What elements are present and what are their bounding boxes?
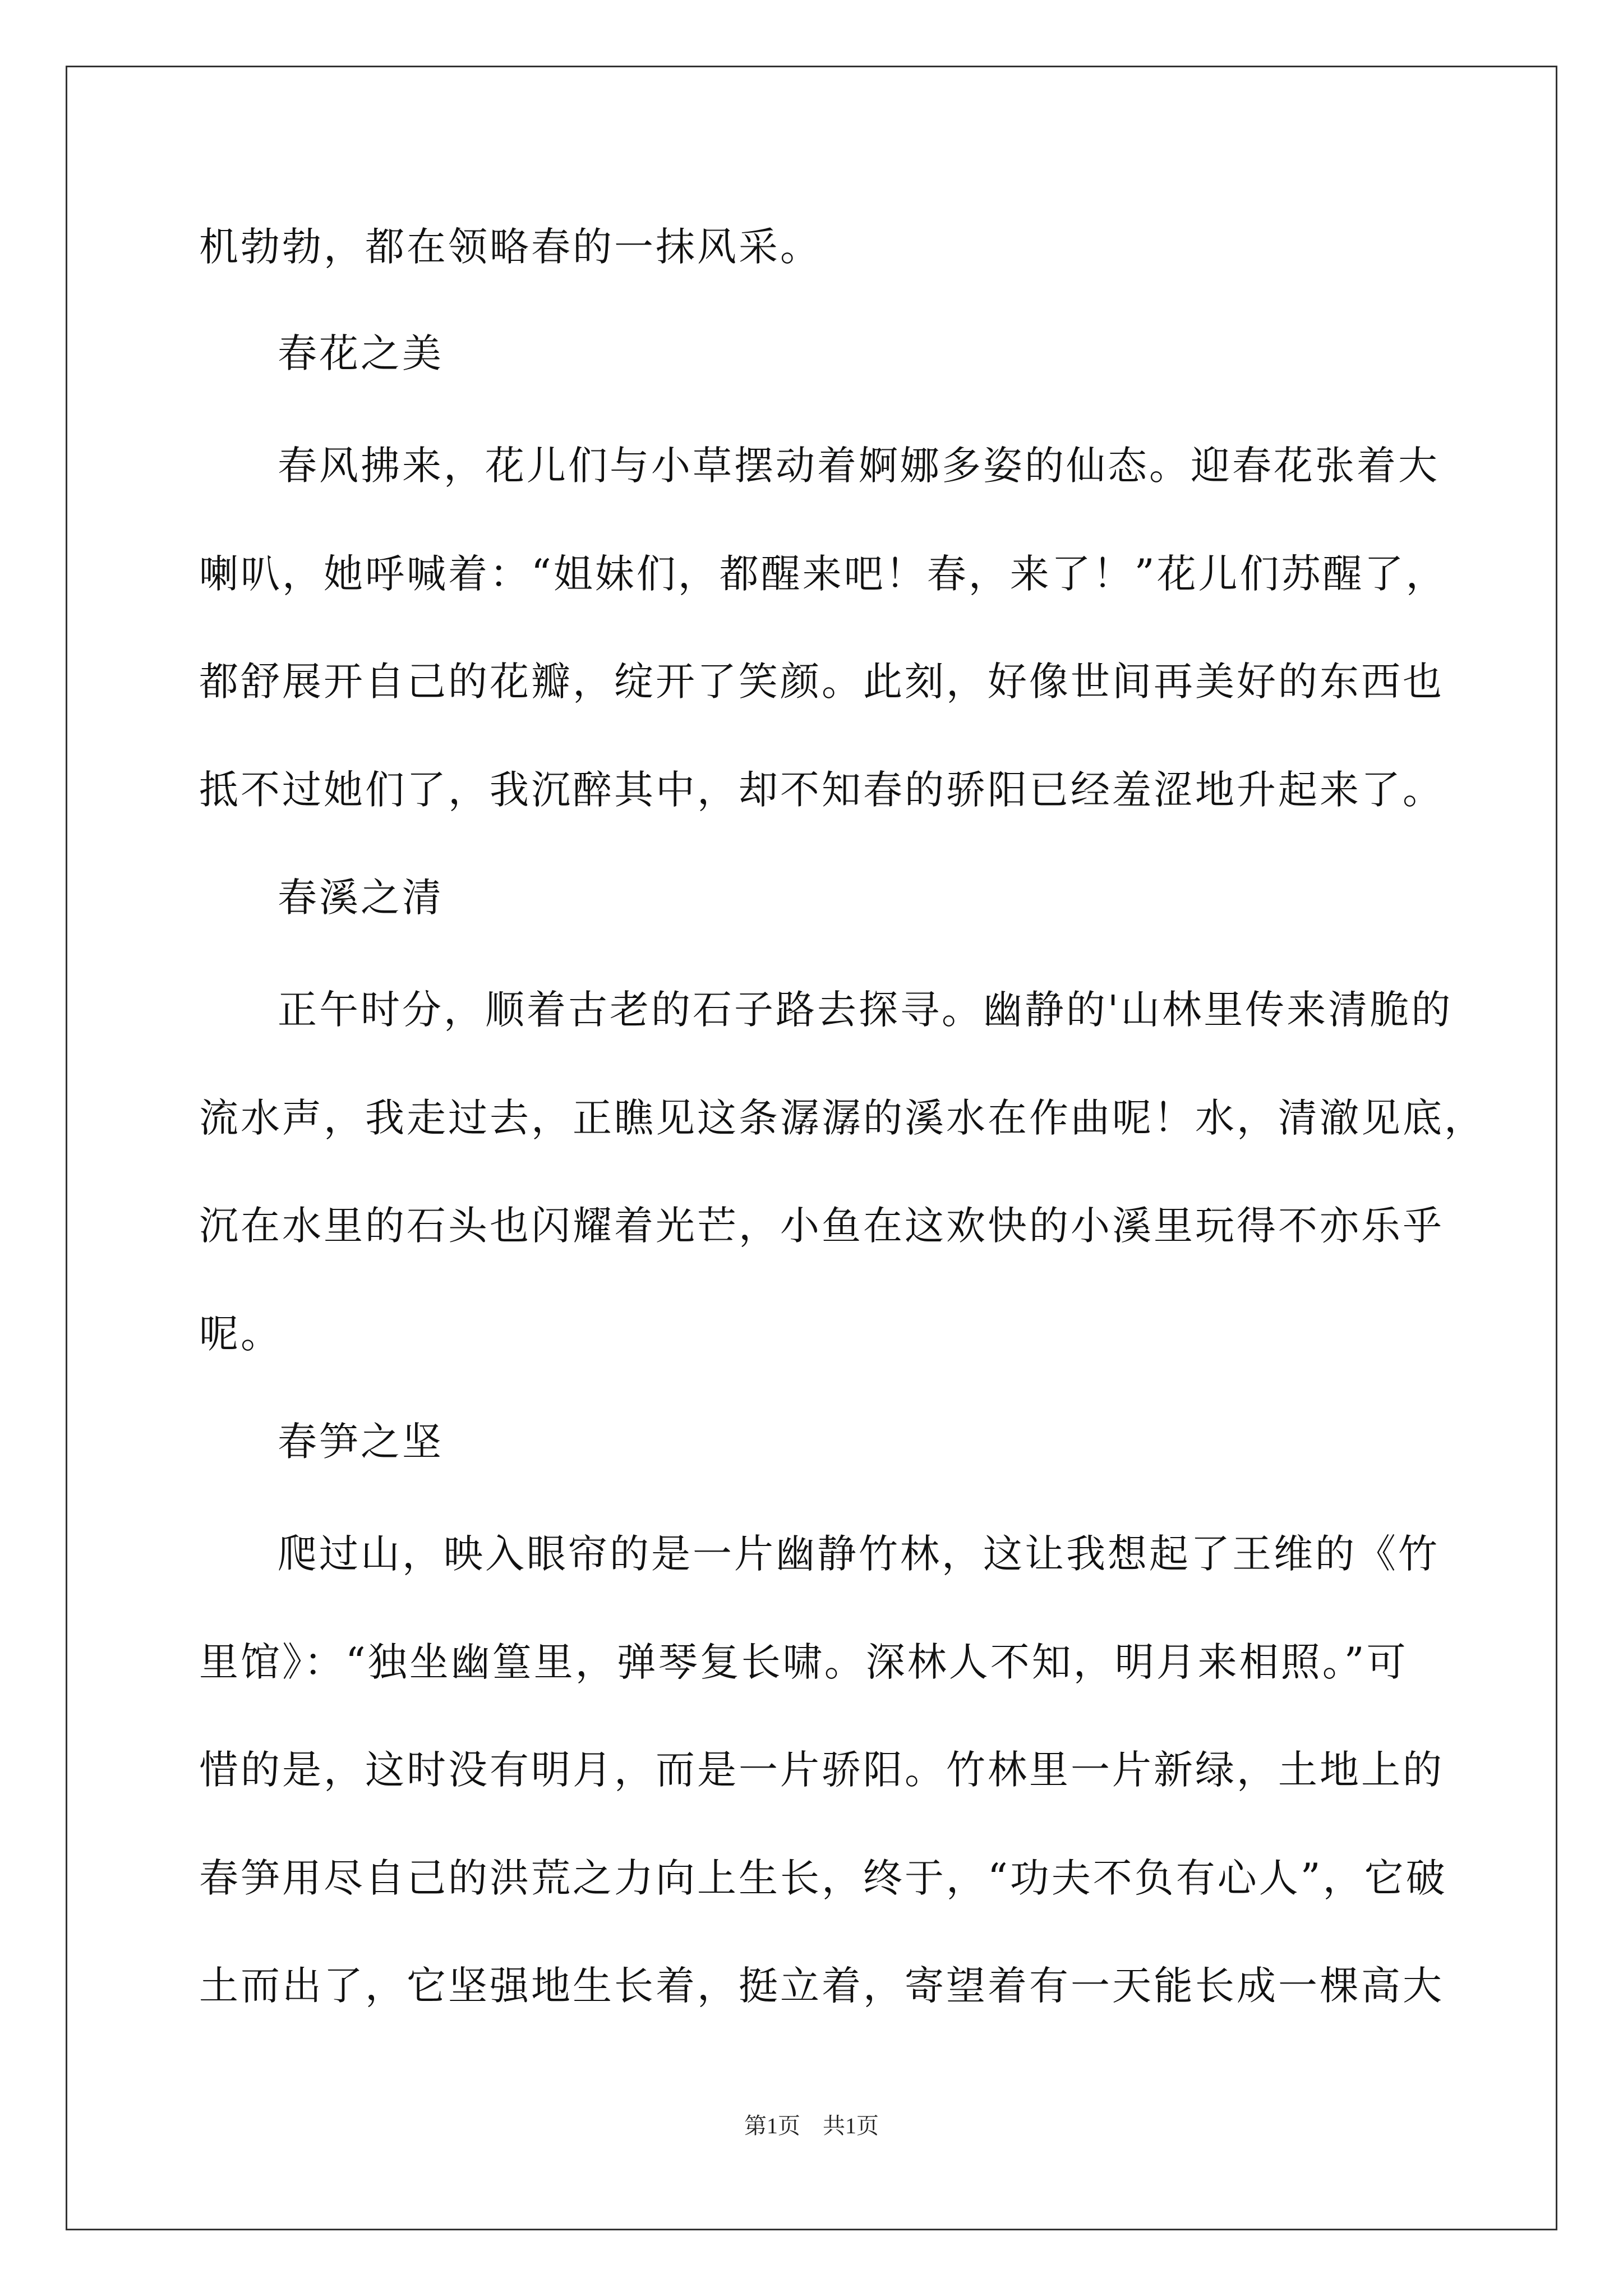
text-line: 呢。 xyxy=(199,1311,282,1357)
text-line: 正午时分，顺着古老的石子路去探寻。幽静的'山林里传来清脆的 xyxy=(278,987,1453,1033)
section-heading-spring-flowers: 春花之美 xyxy=(278,330,444,376)
text-line: 里馆》：“独坐幽篁里，弹琴复长啸。深林人不知，明月来相照。”可 xyxy=(199,1639,1408,1685)
text-line: 机勃勃，都在领略春的一抹风采。 xyxy=(199,224,822,270)
page-border xyxy=(66,66,1557,2230)
section-heading-spring-stream: 春溪之清 xyxy=(278,875,444,921)
text-line: 都舒展开自己的花瓣，绽开了笑颜。此刻，好像世间再美好的东西也 xyxy=(199,659,1444,705)
text-line: 抵不过她们了，我沉醉其中，却不知春的骄阳已经羞涩地升起来了。 xyxy=(199,767,1444,813)
text-line: 土而出了，它坚强地生长着，挺立着，寄望着有一天能长成一棵高大 xyxy=(199,1963,1444,2009)
section-heading-spring-bamboo: 春笋之坚 xyxy=(278,1419,444,1465)
text-line: 沉在水里的石头也闪耀着光芒，小鱼在这欢快的小溪里玩得不亦乐乎 xyxy=(199,1203,1444,1249)
text-line: 春风拂来，花儿们与小草摆动着婀娜多姿的仙态。迎春花张着大 xyxy=(278,443,1440,489)
page-footer: 第1页 共1页 xyxy=(744,2113,879,2138)
text-line: 流水声，我走过去，正瞧见这条潺潺的溪水在作曲呢！水，清澈见底， xyxy=(199,1095,1486,1141)
text-line: 喇叭，她呼喊着：“姐妹们，都醒来吧！春，来了！”花儿们苏醒了， xyxy=(199,551,1447,597)
text-line: 惜的是，这时没有明月，而是一片骄阳。竹林里一片新绿，土地上的 xyxy=(199,1747,1444,1793)
text-line: 爬过山，映入眼帘的是一片幽静竹林，这让我想起了王维的《竹 xyxy=(278,1531,1440,1577)
text-line: 春笋用尽自己的洪荒之力向上生长，终于，“功夫不负有心人”，它破 xyxy=(199,1855,1447,1901)
